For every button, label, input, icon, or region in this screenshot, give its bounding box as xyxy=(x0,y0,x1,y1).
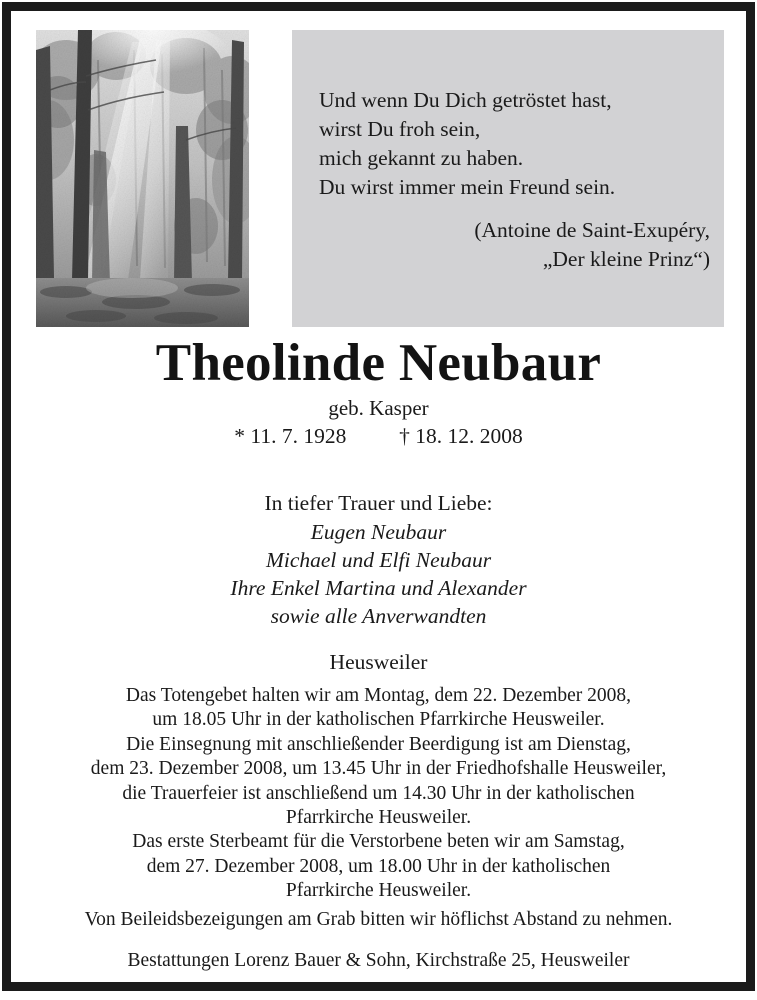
life-dates xyxy=(11,422,746,450)
undertaker-credit: Bestattungen Lorenz Bauer & Sohn, Kirchstraße 25, Heusweiler xyxy=(127,950,630,971)
obituary-notice-body xyxy=(11,11,746,982)
mourner-name: Ihre Enkel Martina und Alexander xyxy=(230,576,527,600)
memorial-quote-box xyxy=(292,30,724,327)
mourner-name: Michael und Elfi Neubaur xyxy=(265,548,492,572)
mourners-heading: In tiefer Trauer und Liebe: xyxy=(264,491,493,515)
death-date: 18. 12. 2008 xyxy=(415,424,523,448)
service-detail-line: die Trauerfeier ist anschließend um 14.30 Uhr in der katholischen xyxy=(122,782,635,804)
mourners-block xyxy=(11,489,746,630)
service-detail-line: Pfarrkirche Heusweiler. xyxy=(285,807,472,829)
header-band xyxy=(11,11,746,331)
obituary-notice-frame xyxy=(2,2,755,991)
quote-line: Du wirst immer mein Freund sein. xyxy=(319,175,616,199)
mourner-name: Eugen Neubaur xyxy=(310,520,447,544)
service-detail-line: um 18.05 Uhr in der katholischen Pfarrkirche Heusweiler. xyxy=(152,709,605,731)
mourner-name: sowie alle Anverwandten xyxy=(270,604,487,628)
service-details-block xyxy=(11,684,746,904)
maiden-name: geb. Kasper xyxy=(328,396,429,420)
quote-attribution-line: (Antoine de Saint-Exupéry, xyxy=(474,218,710,242)
condolence-note: Von Beileidsbezeigungen am Grab bitten wir höflichst Abstand zu nehmen. xyxy=(84,909,673,930)
quote-attribution-line: „Der kleine Prinz“) xyxy=(542,247,710,271)
birth-date: 11. 7. 1928 xyxy=(250,424,347,448)
service-detail-line: dem 23. Dezember 2008, um 13.45 Uhr in der Friedhofshalle Heusweiler, xyxy=(90,758,667,780)
service-detail-line: Das erste Sterbeamt für die Verstorbene beten wir am Samstag, xyxy=(132,831,625,853)
death-symbol: † xyxy=(399,424,410,448)
deceased-name-block xyxy=(11,333,746,450)
birth-symbol: * xyxy=(234,424,246,448)
service-detail-line: Pfarrkirche Heusweiler. xyxy=(285,880,472,902)
service-detail-line: dem 27. Dezember 2008, um 18.00 Uhr in der katholischen xyxy=(146,855,611,877)
quote-line: wirst Du froh sein, xyxy=(319,117,481,141)
memorial-photo xyxy=(36,30,249,327)
deceased-name: Theolinde Neubaur xyxy=(155,334,602,392)
forest-sunbeam-image xyxy=(36,30,249,327)
service-detail-line: Das Totengebet halten wir am Montag, dem 22. Dezember 2008, xyxy=(125,685,632,706)
quote-line: Und wenn Du Dich getröstet hast, xyxy=(319,88,612,112)
place-name: Heusweiler xyxy=(329,650,428,674)
quote-attribution xyxy=(319,216,710,274)
quote-line: mich gekannt zu haben. xyxy=(319,146,524,170)
service-detail-line: Die Einsegnung mit anschließender Beerdigung ist am Dienstag, xyxy=(126,733,631,755)
